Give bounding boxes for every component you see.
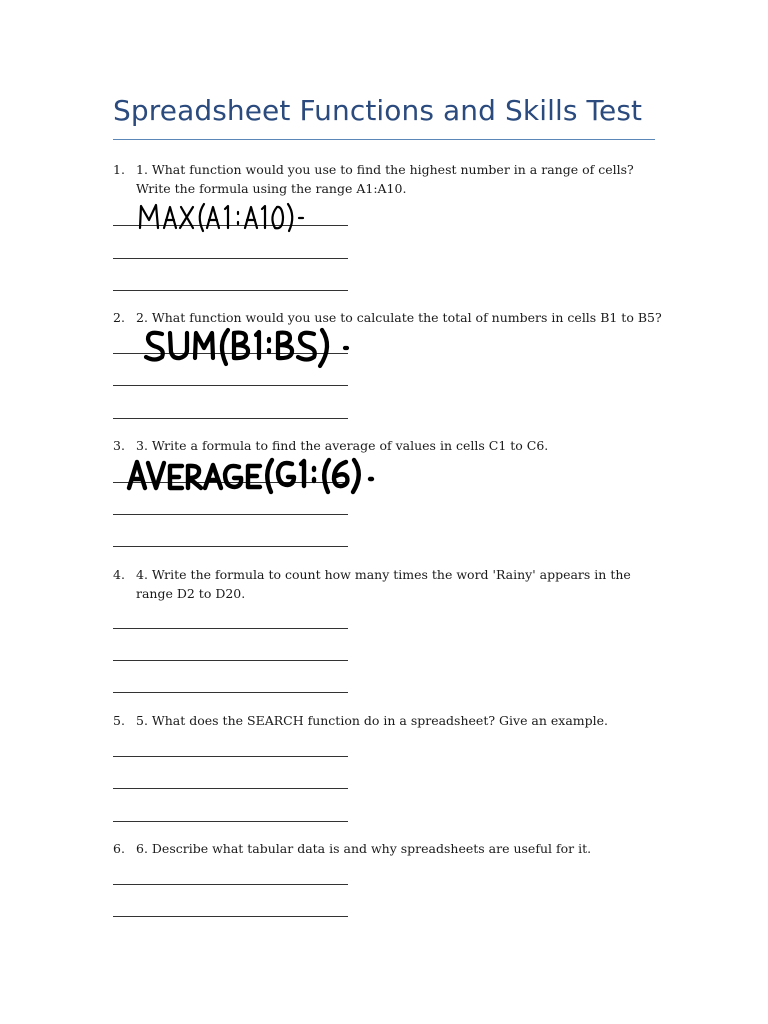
answer-line[interactable]	[113, 788, 348, 789]
answer-line[interactable]	[113, 546, 348, 547]
answer-line[interactable]	[113, 258, 348, 259]
question-6-text: 6. Describe what tabular data is and why spreadsheets are useful for it.	[136, 841, 592, 856]
page-title: Spreadsheet Functions and Skills Test	[113, 94, 643, 127]
answer-line[interactable]	[113, 660, 348, 661]
handwritten-answer-1	[135, 200, 315, 236]
handwritten-answer-2	[140, 326, 355, 372]
title-underline	[113, 139, 655, 140]
answer-line[interactable]	[113, 290, 348, 291]
question-5-text: 5. What does the SEARCH function do in a spreadsheet? Give an example.	[136, 713, 609, 728]
question-2-text: 2. What function would you use to calculate the total of numbers in cells B1 to B5?	[136, 310, 662, 325]
question-6-number: 6.	[113, 841, 125, 856]
question-5-number: 5.	[113, 713, 125, 728]
question-4-text: 4. Write the formula to count how many times the word 'Rainy' appears in the range D2 to D20.	[136, 567, 631, 601]
answer-line[interactable]	[113, 916, 348, 917]
answer-line[interactable]	[113, 884, 348, 885]
question-1-number: 1.	[113, 162, 125, 177]
answer-line[interactable]	[113, 418, 348, 419]
answer-line[interactable]	[113, 821, 348, 822]
answer-line[interactable]	[113, 628, 348, 629]
question-3-number: 3.	[113, 438, 125, 453]
question-2-number: 2.	[113, 310, 125, 325]
question-3-text: 3. Write a formula to find the average of values in cells C1 to C6.	[136, 438, 549, 453]
handwritten-answer-3	[124, 454, 394, 494]
answer-line[interactable]	[113, 385, 348, 386]
question-4-number: 4.	[113, 567, 125, 582]
answer-line[interactable]	[113, 756, 348, 757]
answer-line[interactable]	[113, 692, 348, 693]
answer-line[interactable]	[113, 514, 348, 515]
question-1-text: 1. What function would you use to find the highest number in a range of cells? Write the formula using the range A1:A10.	[136, 162, 634, 196]
